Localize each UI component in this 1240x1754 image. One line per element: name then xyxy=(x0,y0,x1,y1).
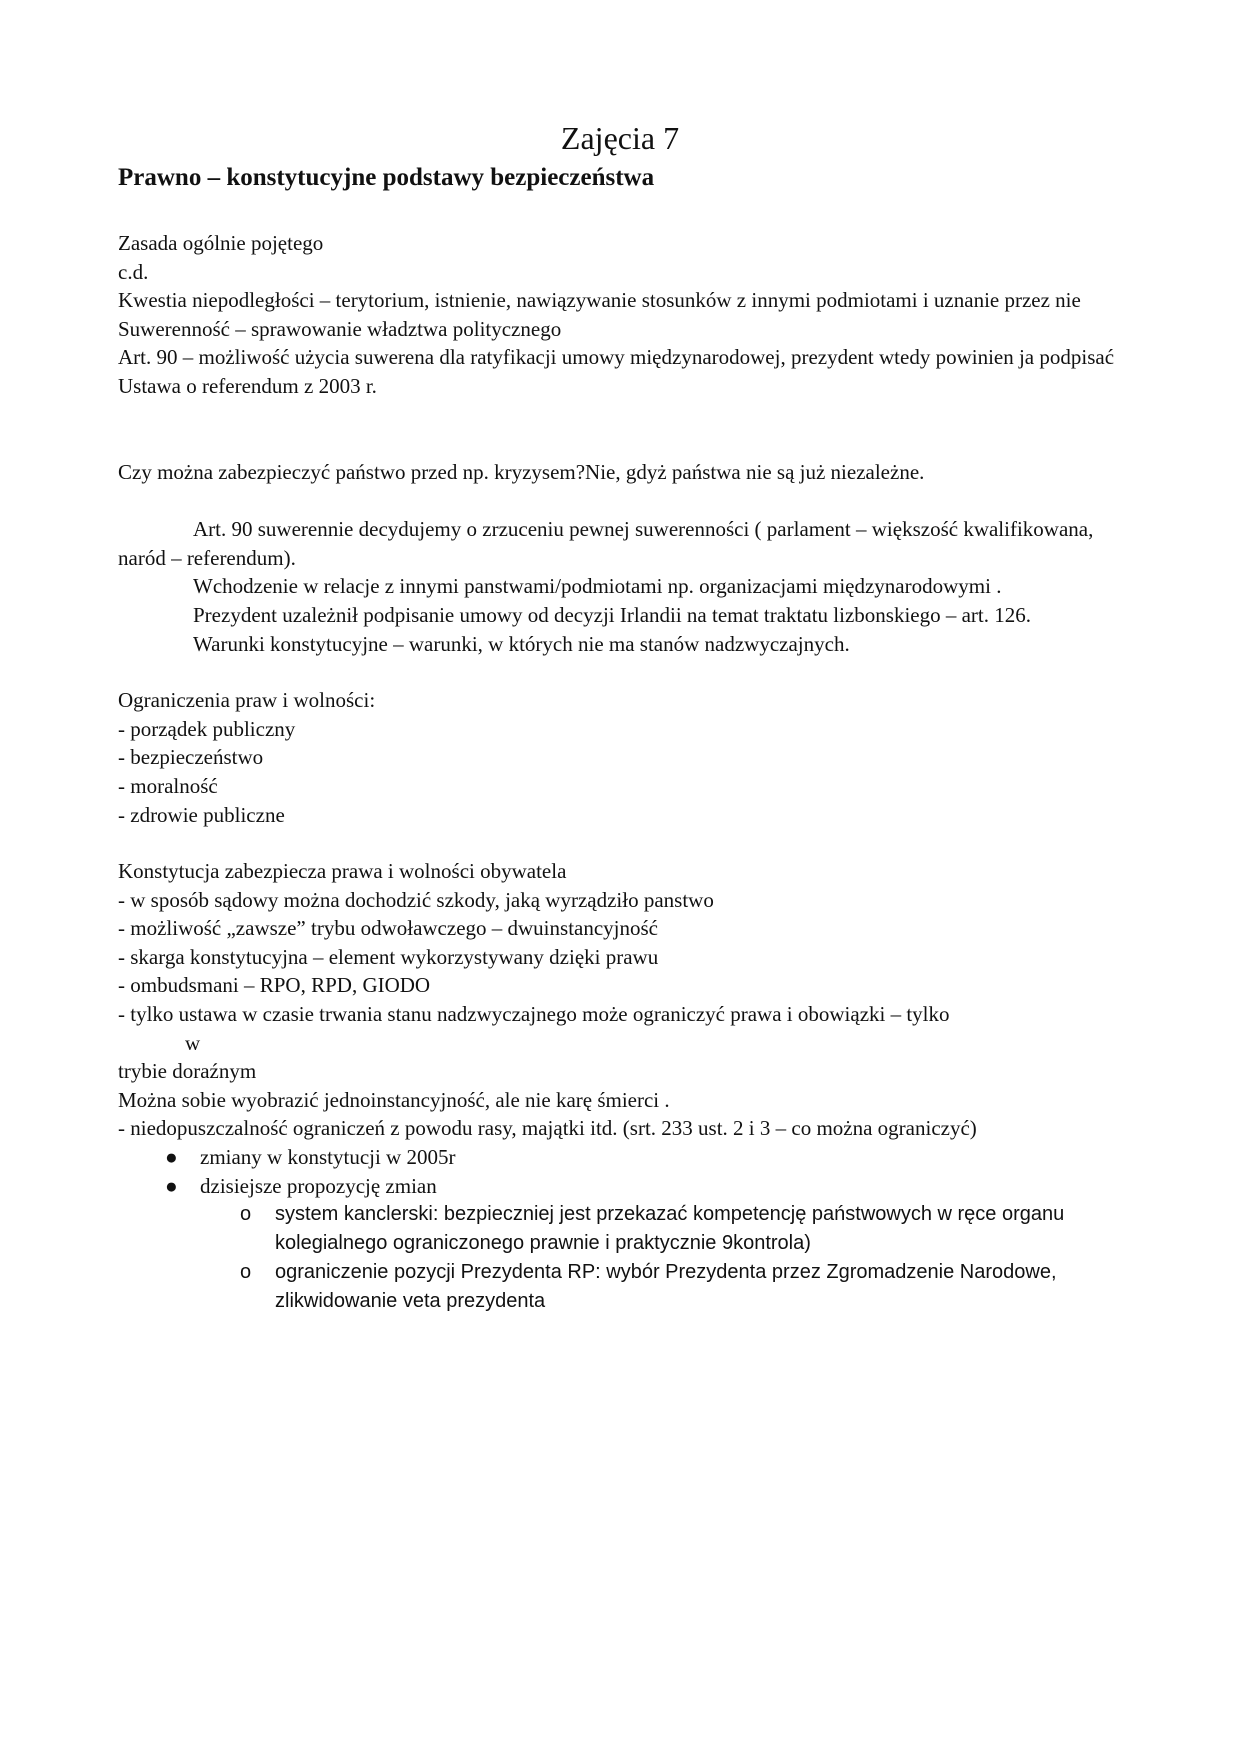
sub-bullet-list xyxy=(118,1200,1118,1316)
constitution-item: - możliwość „zawsze” trybu odwoławczego – dwuinstancyjność xyxy=(118,916,658,941)
page-subtitle: Prawno – konstytucyjne podstawy bezpieczeństwa xyxy=(118,164,655,191)
sub-list-item-text: system kanclerski: bezpieczniej jest przekazać kompetencję państwowych w ręce organu kolegialnego ograniczonego prawnie i praktycznie 9kontrola) xyxy=(275,1203,1065,1255)
discrimination-item: - niedopuszczalność ograniczeń z powodu rasy, majątki itd. (srt. 233 ust. 2 i 3 – co można ograniczyć) xyxy=(118,1116,977,1141)
intro-line: Kwestia niepodległości – terytorium, istnienie, nawiązywanie stosunków z innymi podmiotami i uznanie przez nie xyxy=(118,288,1081,313)
document-body xyxy=(118,229,1118,1316)
page-title: Zajęcia 7 xyxy=(560,120,680,156)
constitution-item: - ombudsmani – RPO, RPD, GIODO xyxy=(118,973,431,998)
intro-line: Zasada ogólnie pojętego xyxy=(118,231,324,255)
indented-paragraph: Wchodzenie w relacje z innymi panstwami/podmiotami np. organizacjami międzynarodowymi . xyxy=(193,574,1002,599)
indented-paragraph: Prezydent uzależnił podpisanie umowy od decyzji Irlandii na temat traktatu lizbonskiego – art. 126. xyxy=(193,602,1032,627)
intro-line: c.d. xyxy=(118,259,149,284)
list-item xyxy=(118,1172,1118,1201)
sub-list-item xyxy=(118,1258,1118,1316)
spacer xyxy=(118,829,1118,857)
bullet-list xyxy=(118,1143,1118,1200)
death-penalty-note: Można sobie wyobrazić jednoinstancyjność, ale nie karę śmierci . xyxy=(118,1087,670,1112)
constitution-item: - skarga konstytucyjna – element wykorzystywany dzięki prawu xyxy=(118,944,659,969)
bullet-circle-icon: o xyxy=(240,1203,252,1226)
bullet-dot-icon: ● xyxy=(165,1173,178,1198)
limits-heading: Ograniczenia praw i wolności: xyxy=(118,688,376,713)
list-item-text: zmiany w konstytucji w 2005r xyxy=(200,1145,456,1170)
bullet-circle-icon: o xyxy=(240,1261,252,1284)
limits-item: - moralność xyxy=(118,773,218,798)
bullet-dot-icon: ● xyxy=(165,1145,178,1170)
intro-line: Art. 90 – możliwość użycia suwerena dla ratyfikacji umowy międzynarodowej, prezydent wtedy powinien ja podpisać xyxy=(118,345,1115,370)
constitution-item: - w sposób sądowy można dochodzić szkody, jaką wyrządziło panstwo xyxy=(118,887,714,912)
spacer xyxy=(118,486,1118,515)
question-paragraph: Czy można zabezpieczyć państwo przed np. kryzysem?Nie, gdyż państwa nie są już niezależne. xyxy=(118,459,925,484)
indented-paragraph: Art. 90 suwerennie decydujemy o zrzuceniu pewnej suwerenności ( parlament – większość kwalifikowana, naród – referendum). xyxy=(118,517,1094,570)
limits-item: - bezpieczeństwo xyxy=(118,745,264,770)
list-item-text: dzisiejsze propozycję zmian xyxy=(200,1173,437,1198)
spacer xyxy=(118,401,1118,458)
indented-paragraph: Warunki konstytucyjne – warunki, w których nie ma stanów nadzwyczajnych. xyxy=(193,631,850,656)
sub-list-item xyxy=(118,1200,1118,1258)
constitution-heading: Konstytucja zabezpiecza prawa i wolności obywatela xyxy=(118,859,567,884)
intro-line: Suwerenność – sprawowanie władztwa politycznego xyxy=(118,316,562,341)
intro-line: Ustawa o referendum z 2003 r. xyxy=(118,373,377,398)
constitution-continuation: trybie doraźnym xyxy=(118,1059,257,1084)
limits-item: - zdrowie publiczne xyxy=(118,802,285,827)
constitution-item: - tylko ustawa w czasie trwania stanu nadzwyczajnego może ograniczyć prawa i obowiązki – tylko xyxy=(118,1002,950,1027)
limits-item: - porządek publiczny xyxy=(118,716,296,741)
sub-list-item-text: ograniczenie pozycji Prezydenta RP: wybór Prezydenta przez Zgromadzenie Narodowe, zlikwidowanie veta prezydenta xyxy=(275,1261,1057,1313)
spacer xyxy=(118,658,1118,686)
constitution-wrap-word: w xyxy=(185,1030,201,1055)
list-item xyxy=(118,1143,1118,1172)
